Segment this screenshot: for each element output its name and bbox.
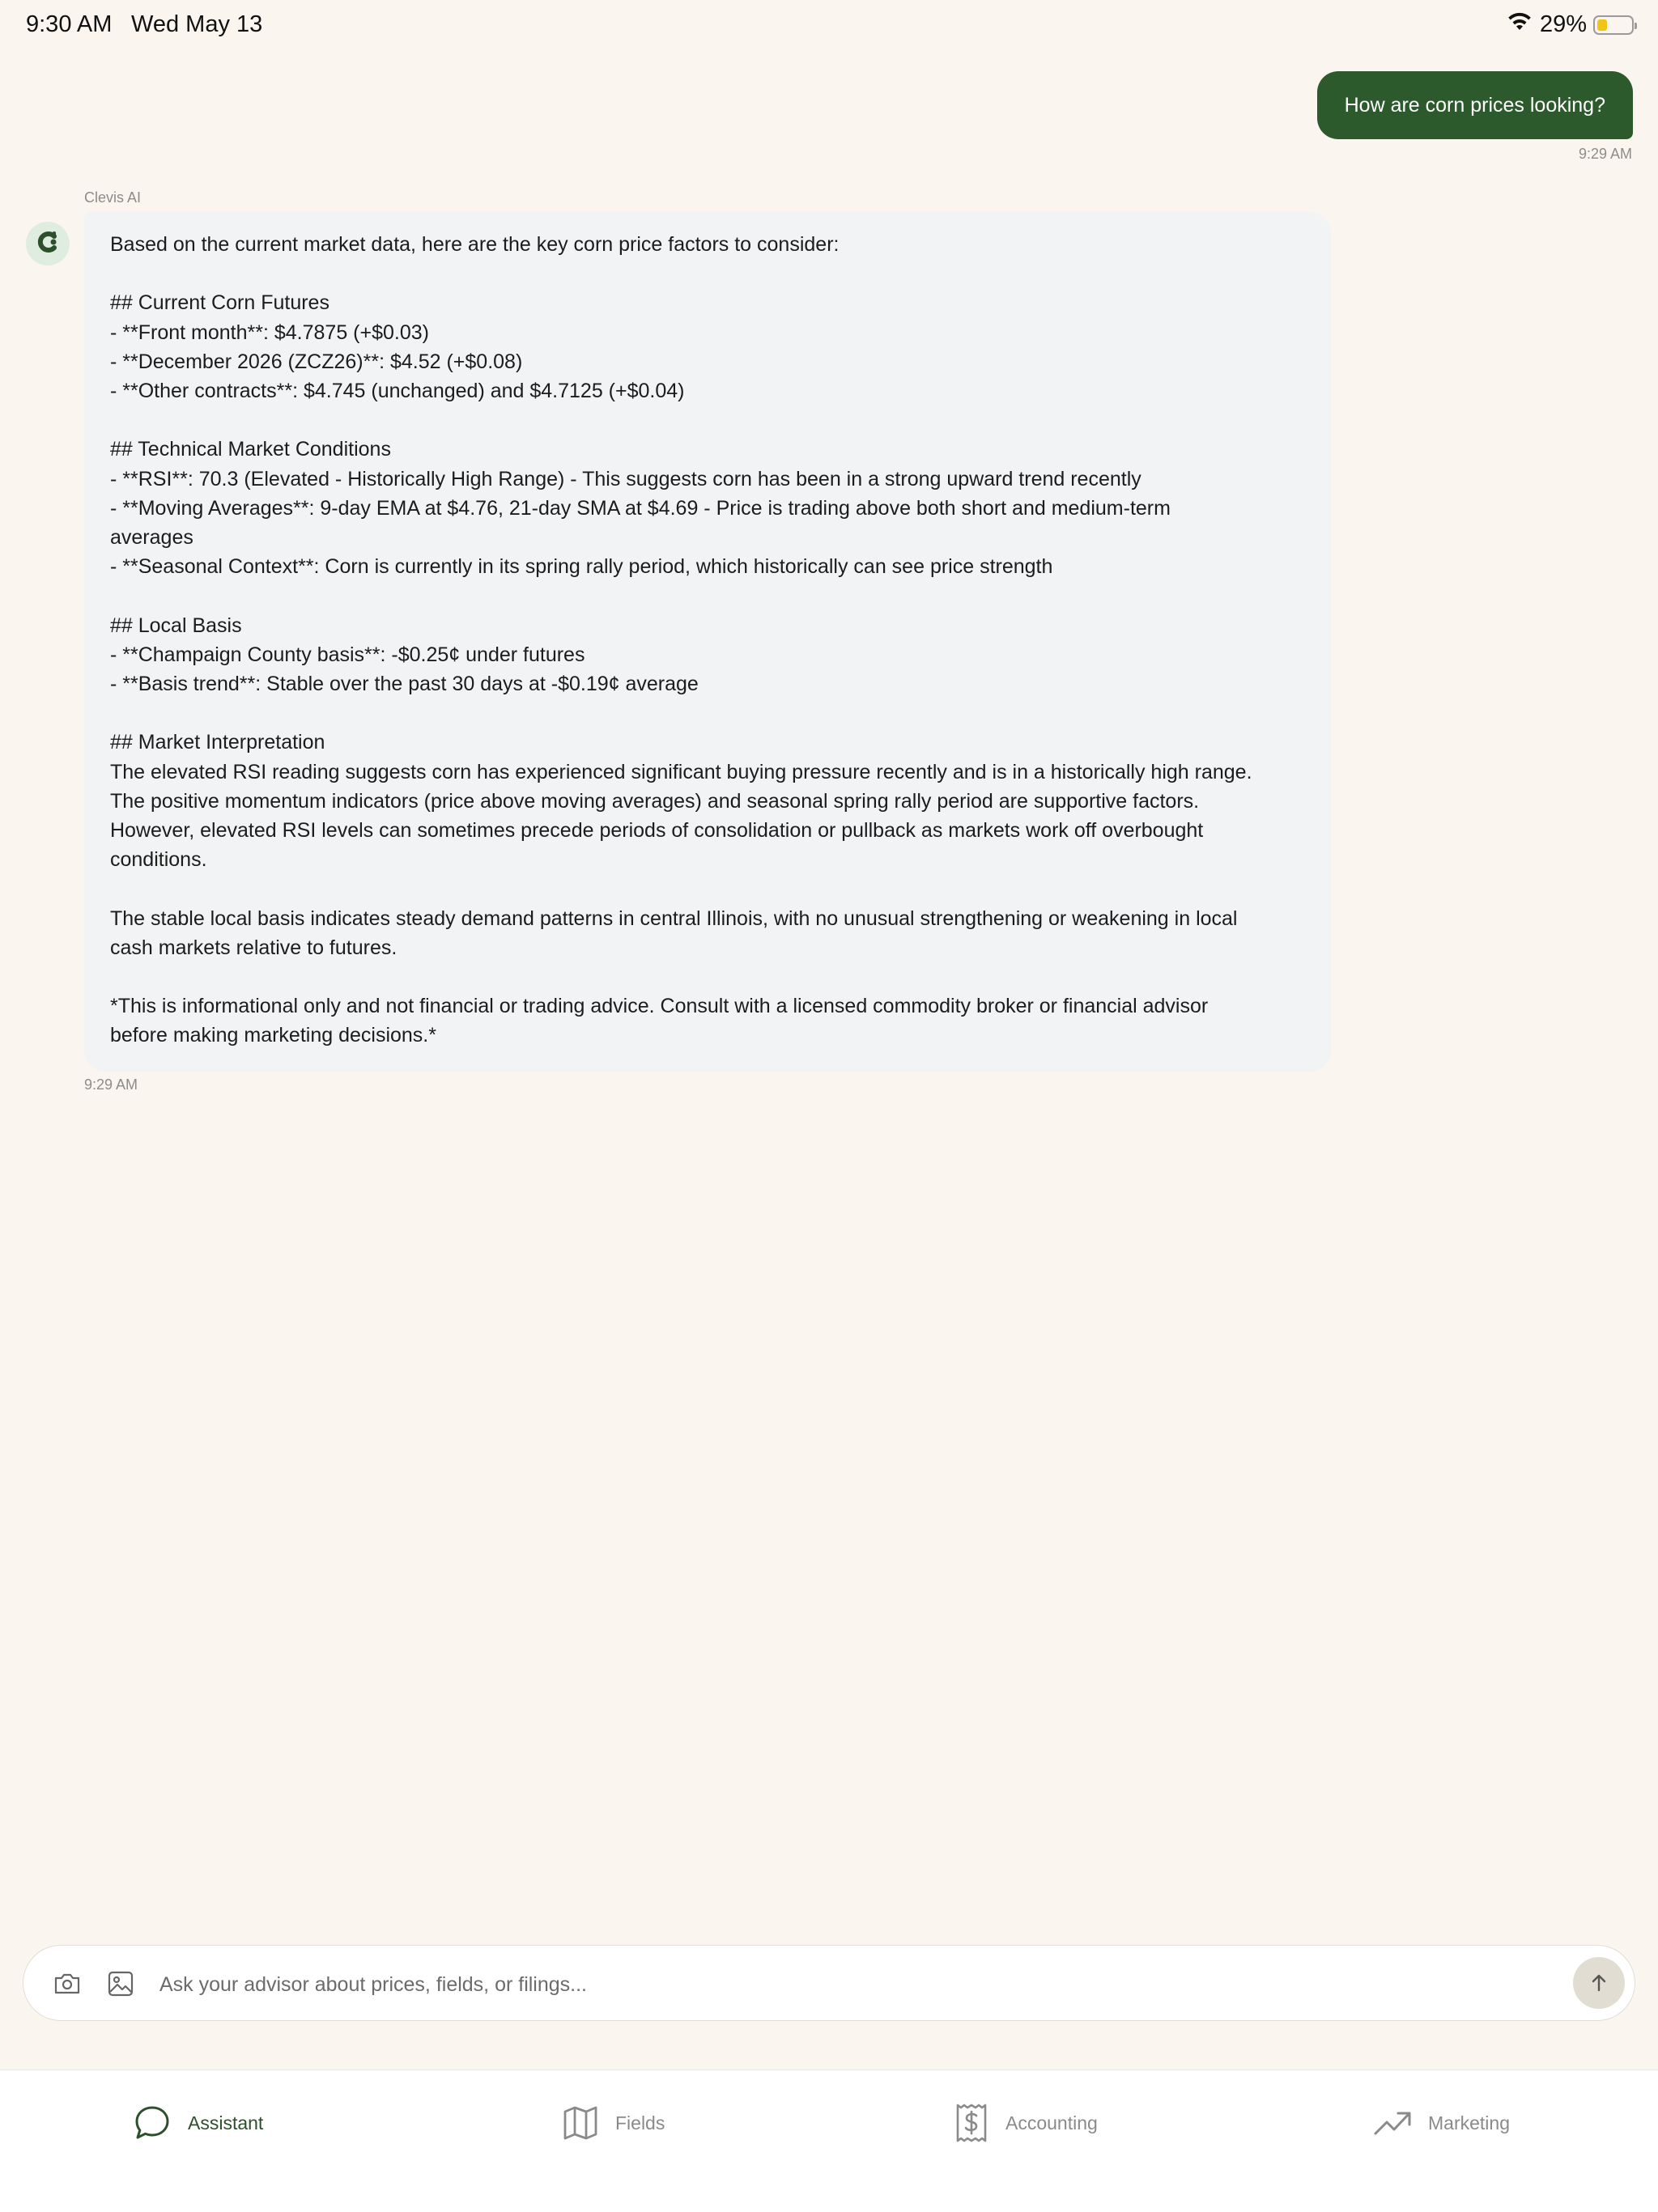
tab-label: Fields — [615, 2112, 665, 2133]
message-spacer — [110, 405, 1305, 435]
send-button[interactable] — [1573, 1957, 1625, 2009]
wifi-icon — [1506, 12, 1533, 37]
trending-up-icon — [1373, 2107, 1412, 2139]
battery-level-fill — [1597, 19, 1607, 31]
battery-percentage: 29% — [1539, 11, 1587, 37]
message-line: - **Moving Averages**: 9-day EMA at $4.76, 21-day SMA at $4.69 - Price is trading above both short and medium-term — [110, 496, 1171, 520]
message-spacer — [110, 874, 1305, 903]
tab-assistant[interactable] — [133, 2103, 263, 2143]
message-line: conditions. — [110, 848, 207, 872]
message-line: The positive momentum indicators (price above moving averages) and seasonal spring rally period are supportive factors. — [110, 789, 1200, 813]
status-date: Wed May 13 — [131, 11, 263, 37]
message-line: cash markets relative to futures. — [110, 936, 397, 959]
message-line: ## Technical Market Conditions — [110, 438, 391, 461]
message-line: - **Front month**: $4.7875 (+$0.03) — [110, 321, 429, 344]
battery-icon — [1593, 15, 1634, 35]
message-line: - **Champaign County basis**: -$0.25¢ under futures — [110, 643, 585, 666]
message-line: averages — [110, 526, 193, 549]
user-message-bubble: How are corn prices looking? — [1317, 71, 1633, 139]
map-icon — [562, 2104, 599, 2142]
receipt-dollar-icon — [954, 2103, 989, 2143]
message-composer — [23, 1945, 1635, 2021]
camera-button[interactable] — [51, 1968, 83, 2000]
assistant-message-bubble — [84, 212, 1331, 1072]
user-message-time: 9:29 AM — [1578, 146, 1632, 162]
tab-accounting[interactable] — [954, 2103, 1098, 2143]
message-line: before making marketing decisions.* — [110, 1024, 436, 1047]
tab-label: Accounting — [1005, 2112, 1098, 2133]
message-input[interactable] — [158, 1964, 1554, 2006]
message-line: - **December 2026 (ZCZ26)**: $4.52 (+$0.08) — [110, 350, 523, 373]
message-spacer — [110, 698, 1305, 728]
clevis-logo-icon — [35, 229, 61, 259]
tab-bar — [0, 2070, 1658, 2212]
message-spacer — [110, 581, 1305, 610]
message-line: ## Market Interpretation — [110, 731, 325, 754]
message-line: The stable local basis indicates steady demand patterns in central Illinois, with no unusual strengthening or weakening in local — [110, 906, 1238, 930]
status-indicators — [1506, 11, 1634, 38]
arrow-up-icon — [1588, 1972, 1609, 1993]
message-spacer — [110, 259, 1305, 288]
chat-bubble-icon — [133, 2104, 172, 2142]
tab-label: Assistant — [188, 2112, 264, 2133]
message-line: The elevated RSI reading suggests corn has experienced significant buying pressure recently and is in a historically high range. — [110, 760, 1252, 783]
message-line: ## Current Corn Futures — [110, 291, 329, 315]
message-line: ## Local Basis — [110, 614, 242, 637]
message-line: Based on the current market data, here are the key corn price factors to consider: — [110, 233, 840, 256]
tab-fields[interactable] — [562, 2103, 665, 2143]
camera-icon — [53, 1972, 81, 1996]
assistant-sender-label: Clevis AI — [84, 189, 142, 206]
message-line: - **Basis trend**: Stable over the past 30 days at -$0.19¢ average — [110, 673, 699, 695]
assistant-avatar — [26, 222, 70, 265]
message-line: *This is informational only and not financial or trading advice. Consult with a licensed commodity broker or financial advisor — [110, 995, 1209, 1018]
status-time: 9:30 AM — [26, 11, 113, 37]
message-line: However, elevated RSI levels can sometimes precede periods of consolidation or pullback as markets work off overbought — [110, 819, 1204, 842]
status-bar — [0, 0, 1658, 52]
tab-label: Marketing — [1428, 2112, 1510, 2133]
assistant-message-time: 9:29 AM — [84, 1076, 138, 1093]
message-line: - **RSI**: 70.3 (Elevated - Historically High Range) - This suggests corn has been in a strong upward trend recently — [110, 467, 1141, 490]
message-spacer — [110, 962, 1305, 991]
image-button[interactable] — [104, 1968, 137, 2000]
message-line: - **Seasonal Context**: Corn is currently in its spring rally period, which historically can see price strength — [110, 555, 1053, 579]
image-icon — [107, 1970, 134, 1998]
tab-marketing[interactable] — [1373, 2103, 1510, 2143]
message-line: - **Other contracts**: $4.745 (unchanged) and $4.7125 (+$0.04) — [110, 380, 685, 402]
